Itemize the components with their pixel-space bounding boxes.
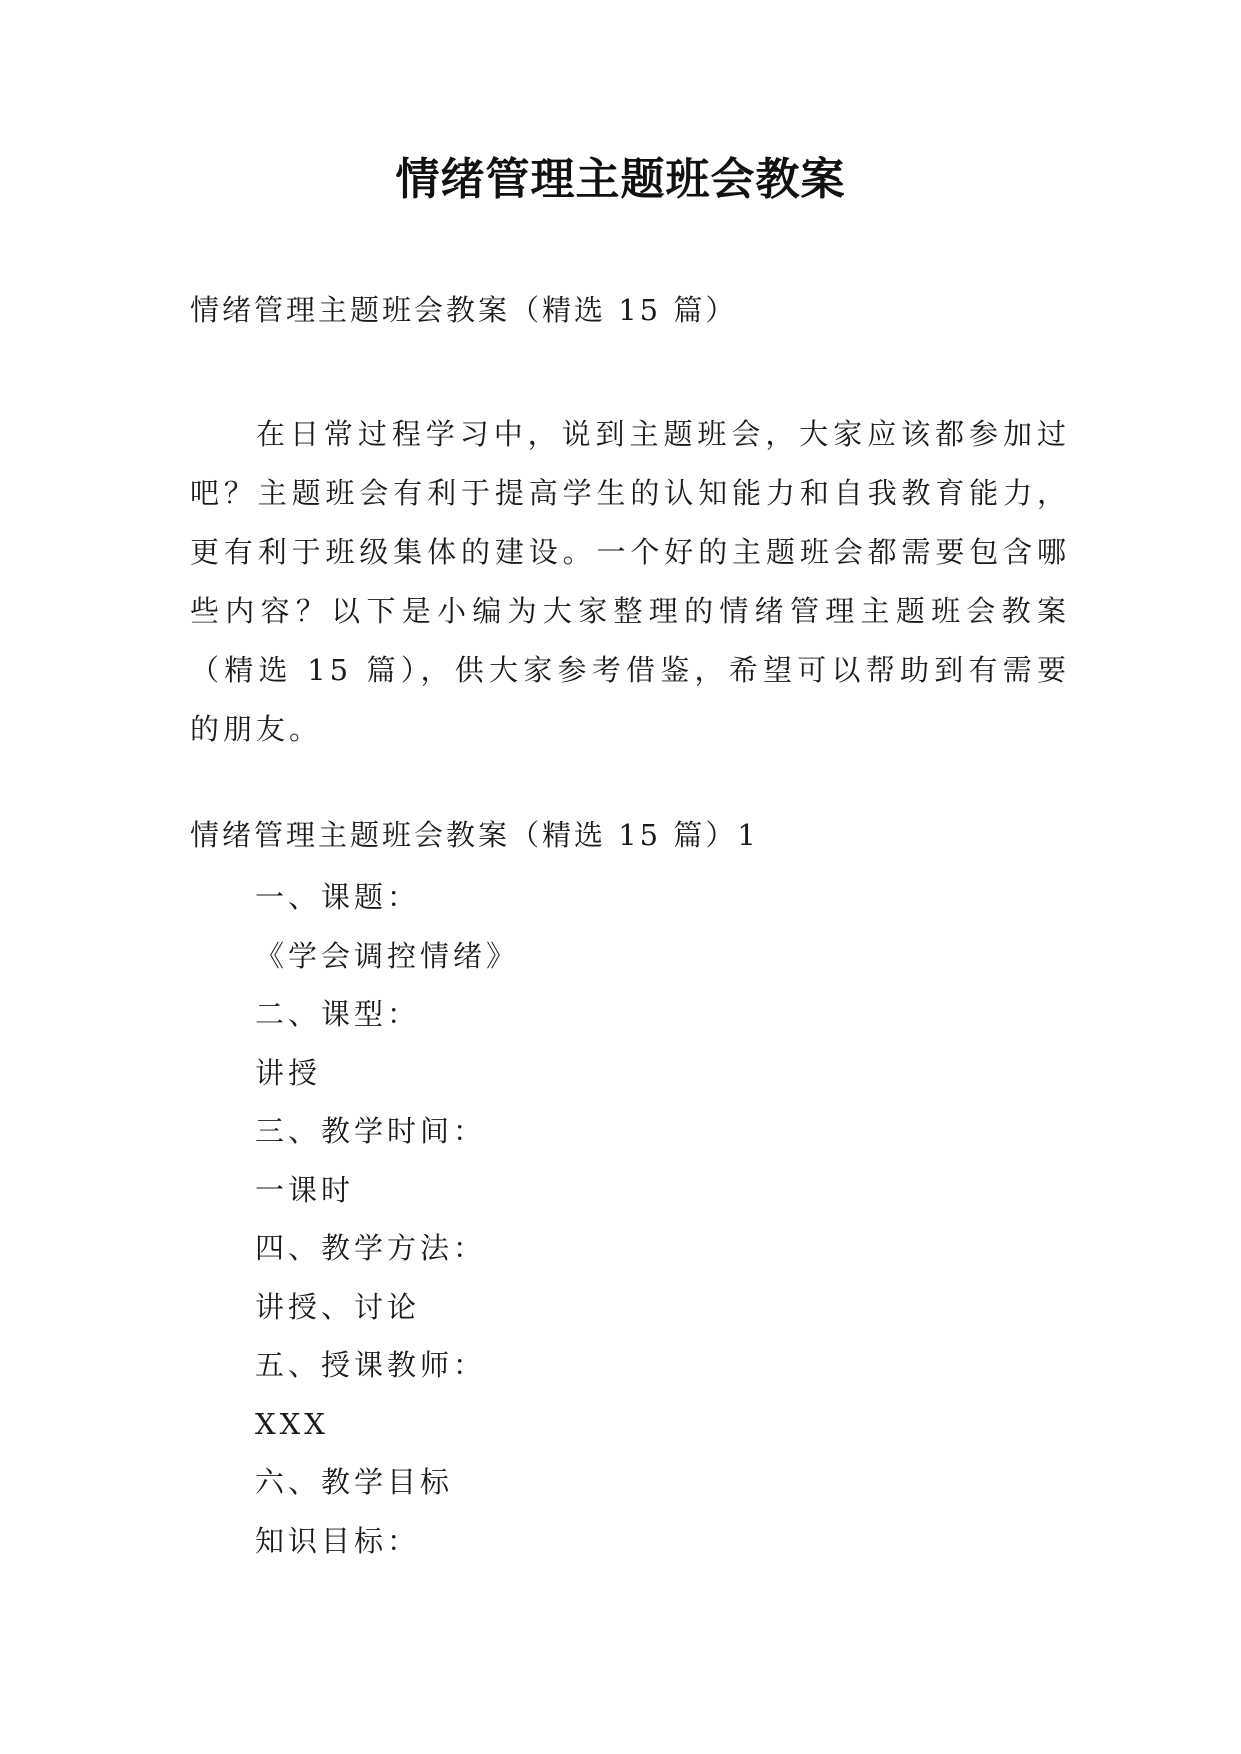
outline-line: 六、教学目标: [255, 1465, 454, 1499]
intro-paragraph: 在日常过程学习中，说到主题班会，大家应该都参加过吧？主题班会有利于提高学生的认知能力和自我教育能力，更有利于班级集体的建设。一个好的主题班会都需要包含哪些内容？以下是小编为大家整理的情绪管理主题班会教案（精选 15 篇），供大家参考借鉴，希望可以帮助到有需要的朋友。: [190, 417, 1070, 746]
outline-line: 五、授课教师：: [255, 1348, 487, 1382]
document-subtitle: 情绪管理主题班会教案（精选 15 篇）: [190, 293, 738, 327]
outline-line: 三、教学时间：: [255, 1114, 487, 1148]
section-heading: 情绪管理主题班会教案（精选 15 篇）1: [190, 818, 759, 852]
outline-line: XXX: [255, 1406, 329, 1441]
outline-line: 四、教学方法：: [255, 1231, 487, 1265]
outline-line: 一、课题：: [255, 880, 421, 914]
outline-line: 一课时: [255, 1172, 355, 1207]
outline-line: 知识目标：: [255, 1523, 421, 1558]
document-title: 情绪管理主题班会教案: [395, 154, 846, 205]
outline-line: 《学会调控情绪》: [255, 938, 520, 973]
outline-line: 二、课型：: [255, 997, 421, 1031]
lesson-outline: [255, 877, 519, 1579]
outline-line: 讲授、讨论: [255, 1289, 421, 1324]
outline-line: 讲授: [255, 1055, 322, 1090]
